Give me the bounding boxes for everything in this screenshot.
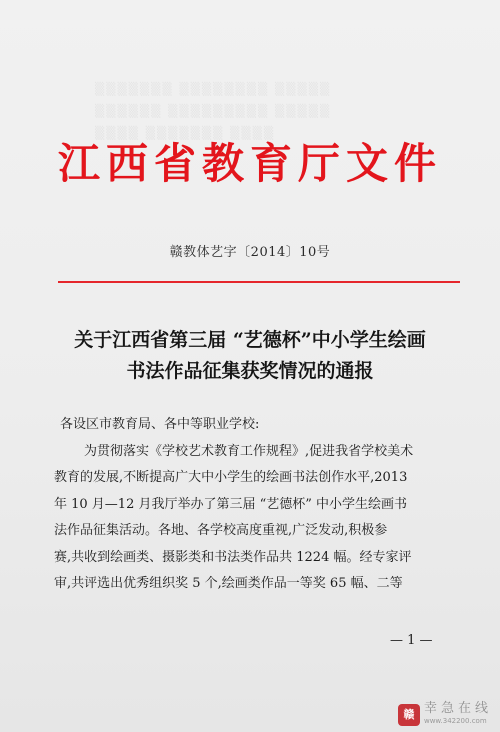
watermark-url: www.342200.com bbox=[423, 717, 487, 725]
body-line: 为贯彻落实《学校艺术教育工作规程》,促进我省学校美术 bbox=[84, 443, 414, 459]
watermark-name: 幸急在线 bbox=[423, 701, 492, 716]
page-number: — 1 — bbox=[390, 633, 433, 648]
body-line: 法作品征集活动。各地、各学校高度重视,广泛发动,积极参 bbox=[54, 523, 388, 538]
show-through-texture: ▒▒▒▒▒▒▒ ▒▒▒▒▒▒▒▒ ▒▒▒▒▒ ▒▒▒▒▒▒ ▒▒▒▒▒▒▒▒▒ ▒▒▒▒▒ ▒▒▒▒ ▒▒▒▒▒▒▒ ▒▒▒▒ bbox=[95, 82, 332, 140]
body-line: 年 10 月—12 月我厅举办了第三届 “艺德杯” 中小学生绘画书 bbox=[54, 496, 408, 512]
notice-headline bbox=[40, 325, 460, 387]
watermark-logo-icon: 赣 bbox=[398, 704, 420, 726]
body-line: 教育的发展,不断提高广大中小学生的绘画书法创作水平,2013 bbox=[54, 470, 408, 485]
issuer-title: 江西省教育厅文件 bbox=[57, 139, 442, 188]
red-separator-line bbox=[58, 281, 460, 283]
watermark-text bbox=[424, 701, 492, 726]
headline-line-1: 关于江西省第三届 “艺德杯”中小学生绘画 bbox=[74, 329, 426, 351]
site-watermark bbox=[398, 701, 492, 726]
headline-line-2: 书法作品征集获奖情况的通报 bbox=[126, 360, 374, 382]
notice-body bbox=[54, 412, 464, 598]
addressee: 各设区市教育局、各中等职业学校: bbox=[60, 417, 260, 432]
body-line: 审,共评选出优秀组织奖 5 个,绘画类作品一等奖 65 幅、二等 bbox=[54, 576, 403, 591]
document-number: 赣教体艺字〔2014〕10号 bbox=[169, 245, 331, 260]
body-line: 赛,共收到绘画类、摄影类和书法类作品共 1224 幅。经专家评 bbox=[54, 549, 412, 565]
